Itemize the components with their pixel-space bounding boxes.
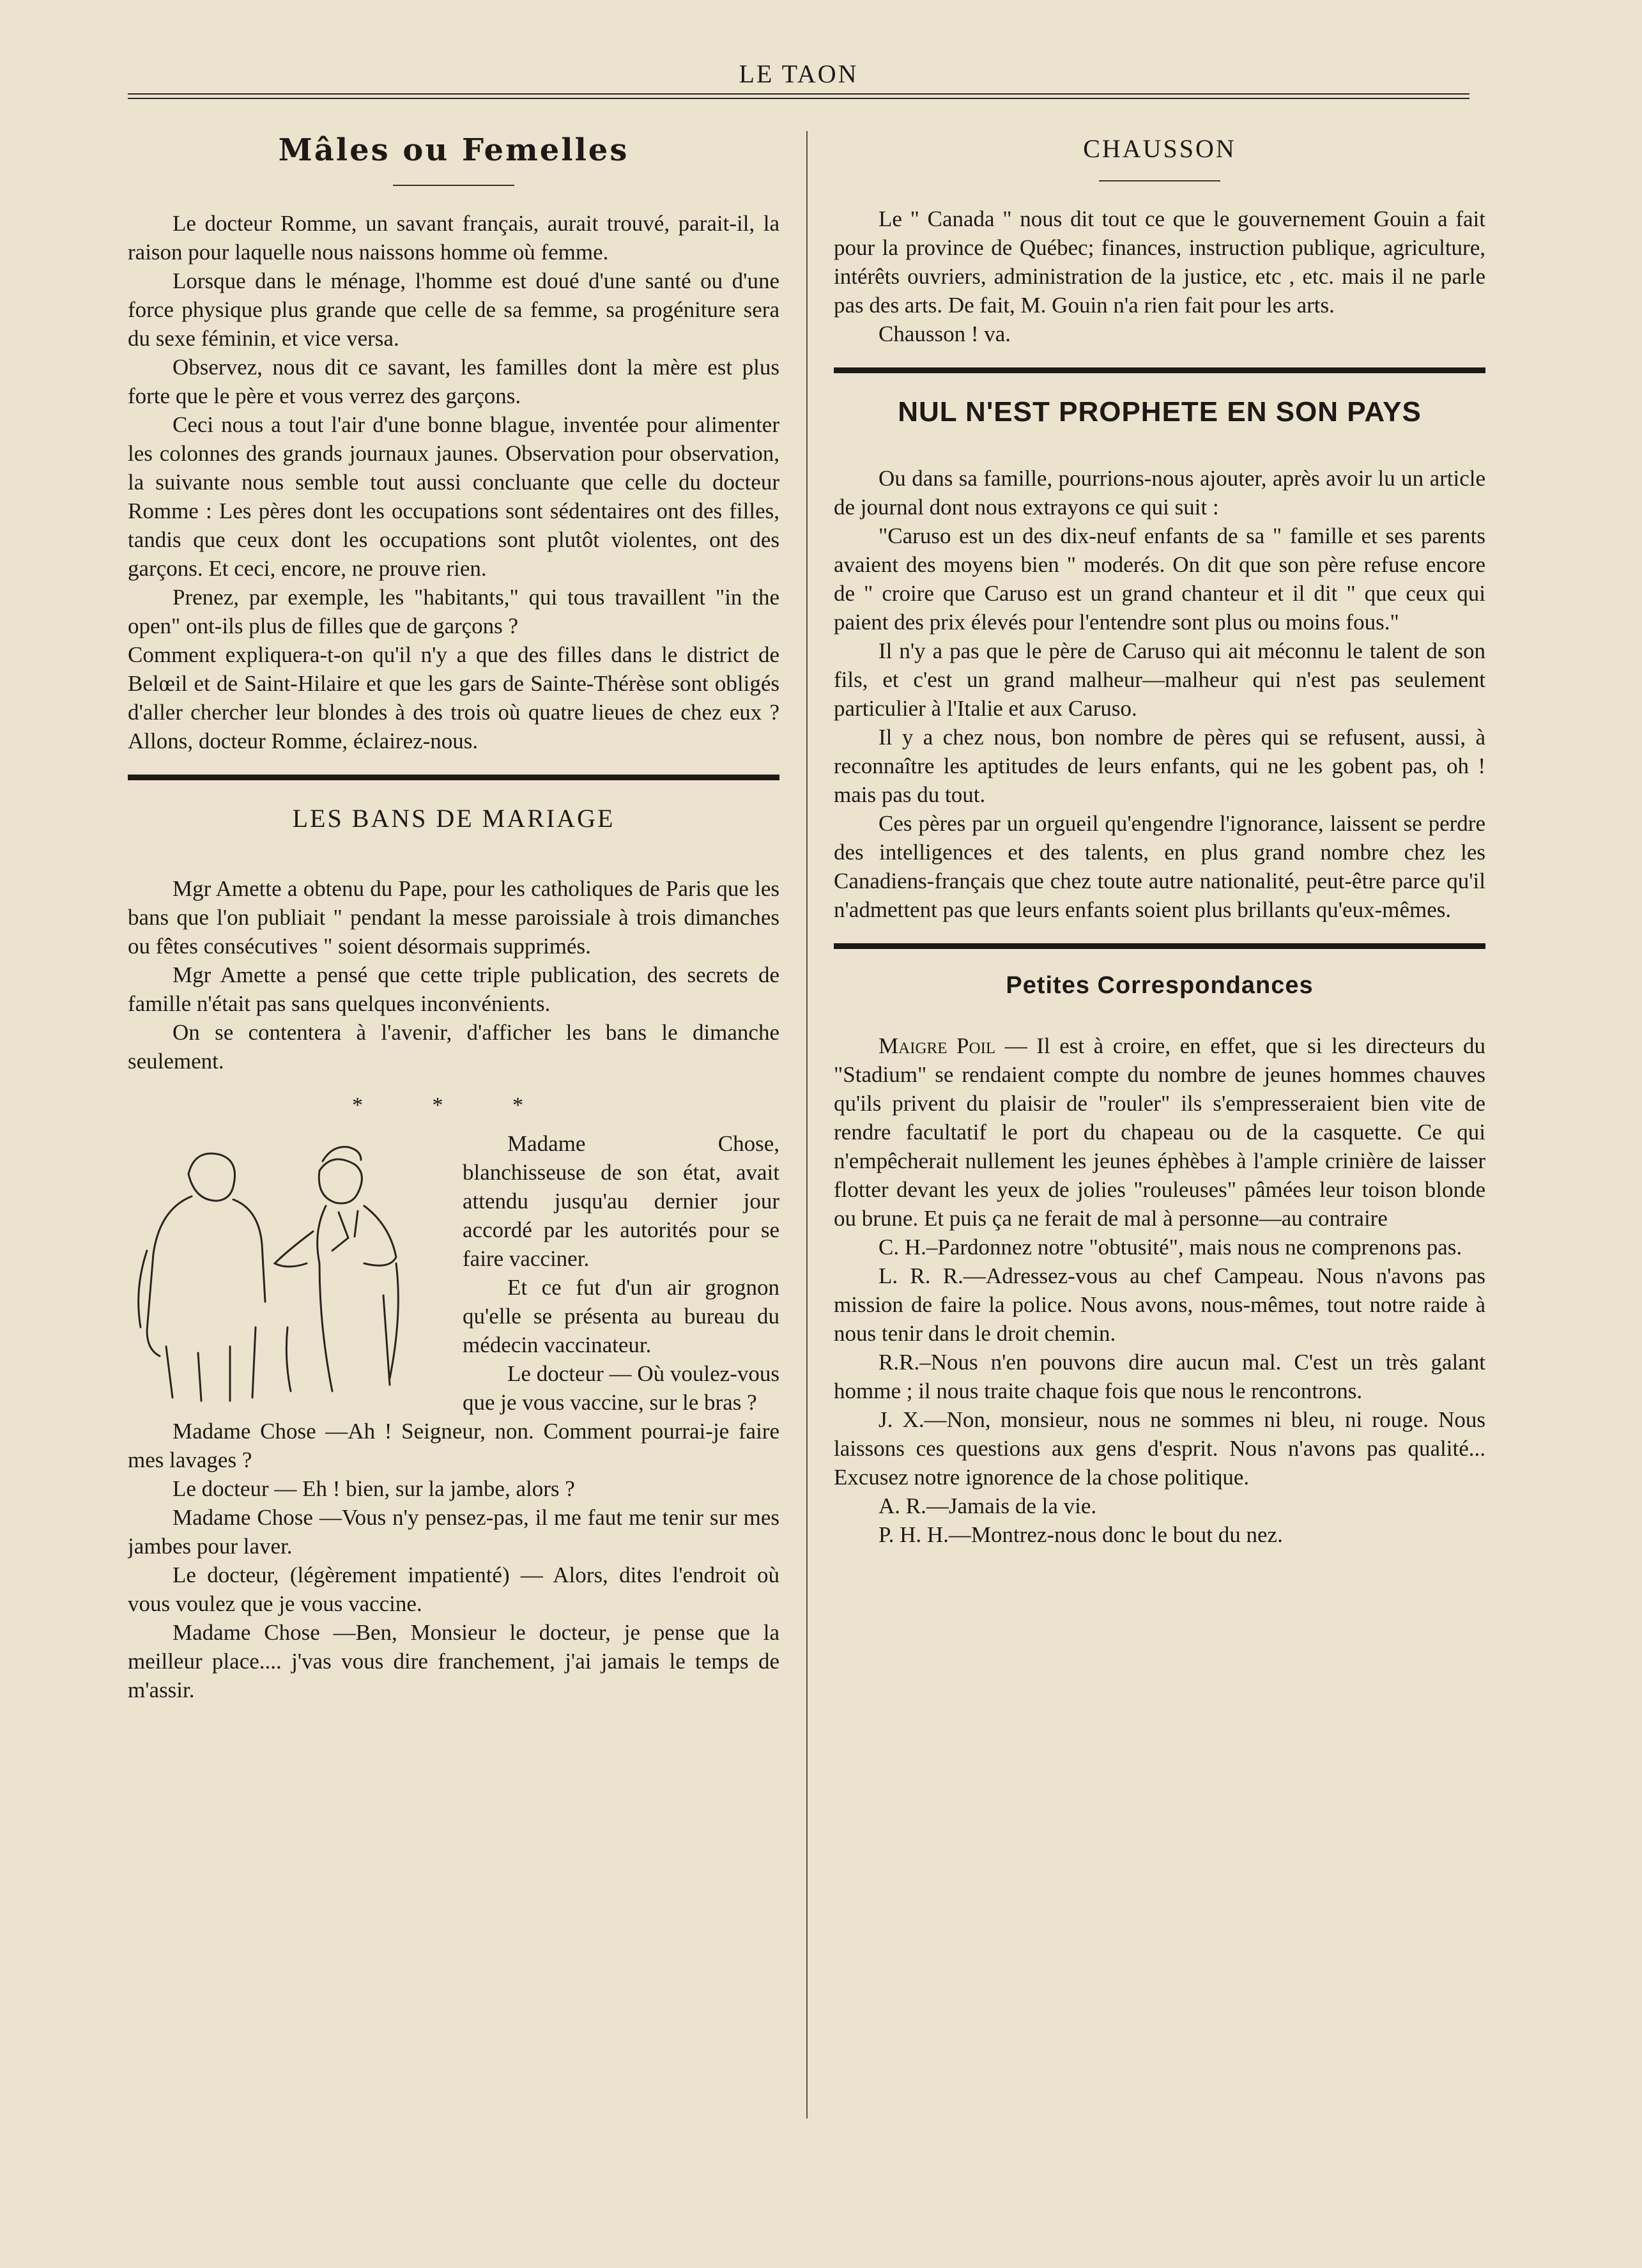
paragraph: Le " Canada " nous dit tout ce que le gouvernement Gouin a fait pour la province de Québec; finances, instruction publique, agriculture, intérêts ouvriers, administration de la justice, etc , etc. mais il ne parle pas des arts. De fait, M. Gouin n'a rien fait pour les arts. [834,206,1485,318]
story-paragraph: Et ce fut d'un air grognon qu'elle se présenta au bureau du médecin vaccinateur. [463,1275,779,1357]
paragraph: Lorsque dans le ménage, l'homme est doué d'une santé ou d'une force physique plus grande que celle de sa femme, sa progéniture sera du sexe féminin, et vice versa. [128,268,779,351]
story-paragraph: Le docteur — Eh ! bien, sur la jambe, alors ? [173,1476,575,1501]
story-paragraph: Madame Chose —Vous n'y pensez-pas, il me faut me tenir sur mes jambes pour laver. [128,1505,779,1559]
correspondence-entry: R.R.–Nous n'en pouvons dire aucun mal. C'est un très galant homme ; il nous traite chaque fois que nous le rencontrons. [834,1350,1485,1403]
correspondent-name: Maigre Poil [879,1033,996,1058]
article-title: NUL N'EST PROPHETE EN SON PAYS [898,396,1422,428]
left-column [128,125,779,1704]
paragraph: Chausson ! va. [879,321,1011,346]
correspondence-entry: J. X.—Non, monsieur, nous ne sommes ni bleu, ni rouge. Nous laissons ces questions aux gens d'esprit. Nous n'avons pas qualité... Excusez notre ignorence de la chose politique. [834,1407,1485,1490]
article-title: CHAUSSON [1083,134,1236,163]
section-rule [128,775,779,780]
paragraph: Mgr Amette a pensé que cette triple publication, des secrets de famille n'était pas sans quelques inconvénients. [128,962,779,1016]
header-rule-lower [128,98,1469,99]
right-column [834,125,1485,1549]
paragraph: Le docteur Romme, un savant français, aurait trouvé, parait-il, la raison pour laquelle nous naissons homme où femme. [128,211,779,265]
page-header: LE TAON [739,59,859,88]
paragraph: On se contentera à l'avenir, d'afficher les bans le dimanche seulement. [128,1020,779,1074]
story-paragraph: Le docteur, (légèrement impatienté) — Alors, dites l'endroit où vous voulez que je vous vaccine. [128,1562,779,1616]
story-paragraph: Madame Chose, blanchisseuse de son état, avait attendu jusqu'au dernier jour accordé par les autorités pour se faire vacciner. [463,1131,779,1271]
article-title: Petites Correspondances [1006,972,1314,999]
paragraph: Comment expliquera-t-on qu'il n'y a que des filles dans le district de Belœil et de Saint-Hilaire et que les gars de Sainte-Thérèse sont obligés d'aller chercher leur blondes à des trois où quatre lieues de chez eux ? Allons, docteur Romme, éclairez-nous. [128,642,779,753]
column-divider [806,131,808,2118]
article-males-femelles [128,132,779,755]
dinkus: * * * [352,1093,555,1117]
correspondence-entry: P. H. H.—Montrez-nous donc le bout du nez. [879,1522,1283,1547]
story-paragraph: Madame Chose —Ben, Monsieur le docteur, je pense que la meilleur place.... j'vas vous dire franchement, j'ai jamais le temps de m'assir. [128,1620,779,1702]
story-paragraph: Madame Chose —Ah ! Seigneur, non. Comment pourrai-je faire mes lavages ? [128,1419,779,1472]
section-rule [834,943,1485,949]
paragraph: Observez, nous dit ce savant, les familles dont la mère est plus forte que le père et vous verrez des garçons. [128,355,779,408]
paragraph: Il y a chez nous, bon nombre de pères qui se refusent, aussi, à reconnaître les aptitudes de leurs enfants, qui ne les gobent pas, oh ! mais pas du tout. [834,725,1485,807]
title-rule [393,185,514,186]
story-with-illustration [128,1129,779,1704]
article-petites-correspondances [834,972,1485,1549]
correspondence-entry: C. H.–Pardonnez notre "obtusité", mais nous ne comprenons pas. [879,1235,1462,1260]
section-rule [834,367,1485,373]
article-nul-nest-prophete [834,396,1485,924]
paragraph: Prenez, par exemple, les "habitants," qui tous travaillent "in the open" ont-ils plus de filles que de garçons ? [128,585,779,638]
paragraph: Ceci nous a tout l'air d'une bonne blague, inventée pour alimenter les colonnes des grands journaux jaunes. Observation pour observation, la suivante nous semble tout aussi concluante que celle du docteur Romme : Les pères dont les occupations sont sédentaires ont des filles, tandis que ceux dont les occupations sont plutôt violentes, ont des garçons. Et ceci, encore, ne prouve rien. [128,412,779,581]
title-rule [1099,180,1220,181]
correspondence-entry: L. R. R.—Adressez-vous au chef Campeau. Nous n'avons pas mission de faire la police. Nous avons, nous-mêmes, tout notre raide à nous tenir dans le droit chemin. [834,1263,1485,1346]
paragraph: Ou dans sa famille, pourrions-nous ajouter, après avoir lu un article de journal dont nous extrayons ce qui suit : [834,466,1485,520]
paragraph: Ces pères par un orgueil qu'engendre l'ignorance, laissent se perdre des intelligences et des talents, en plus grand nombre chez les Canadiens-français que chez toute autre nationalité, peut-être parce qu'il n'admettent pas que leurs enfants soient plus brillants qu'eux-mêmes. [834,811,1485,922]
story-paragraph: Le docteur — Où voulez-vous que je vous vaccine, sur le bras ? [463,1361,779,1415]
paragraph: Il n'y a pas que le père de Caruso qui ait méconnu le talent de son fils, et c'est un grand malheur—malheur qui n'est pas seulement particulier à l'Italie et aux Caruso. [834,638,1485,721]
article-chausson [834,134,1485,348]
correspondence-entry: A. R.—Jamais de la vie. [879,1493,1097,1518]
article-bans-de-mariage [128,803,779,1704]
correspondence-text: — Il est à croire, en effet, que si les directeurs du "Stadium" se rendaient compte du nombre de jeunes hommes chauves qu'ils privent du plaisir de "rouler" ils s'empresseraient bien vite de rendre facultatif le port du chapeau ou de la casquette. Ce qui n'empêcherait nullement les jeunes éphèbes à l'ample crinière de laisser flotter devant les yeux de jolies "rouleuses" pâmées leur toison blonde ou brune. Et puis ça ne ferait de mal à personne—au contraire [834,1033,1485,1231]
article-title: LES BANS DE MARIAGE [292,804,615,833]
article-title: Mâles ou Femelles [278,132,629,168]
illustration-doctor-and-laundress [128,1136,447,1404]
correspondence-entry [834,1031,1485,1233]
paragraph: Mgr Amette a obtenu du Pape, pour les catholiques de Paris que les bans que l'on publiait " pendant la messe paroissiale à trois dimanches ou fêtes consécutives " soient désormais supprimés. [128,876,779,959]
header-rule [128,93,1469,95]
paragraph: "Caruso est un des dix-neuf enfants de sa " famille et ses parents avaient des moyens bien " moderés. On dit que son père refuse encore de " croire que Caruso est un grand chanteur et il dit " que ceux qui paient des prix élevés pour l'entendre sont plus ou moins fous." [834,523,1485,635]
